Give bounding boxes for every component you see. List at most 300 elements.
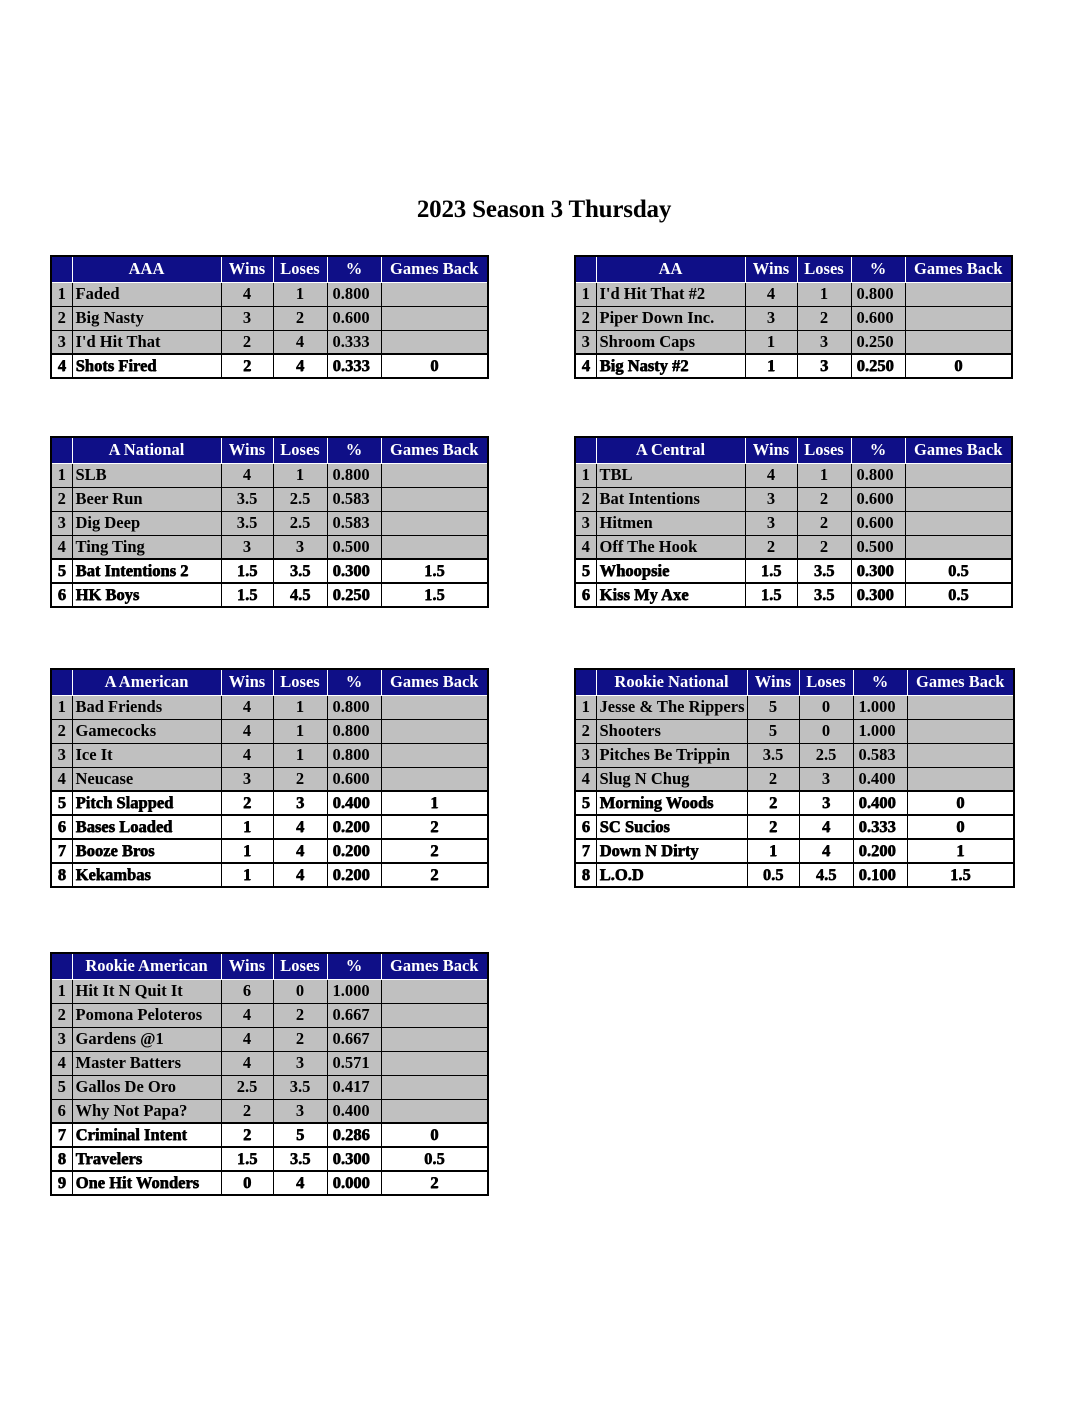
wins-cell: 3 xyxy=(221,535,273,559)
rank-cell: 1 xyxy=(575,463,596,487)
rank-header xyxy=(575,256,596,282)
table-row xyxy=(51,354,488,378)
team-name-cell: Pitches Be Trippin xyxy=(596,743,747,767)
table-row xyxy=(51,306,488,330)
loses-cell: 4.5 xyxy=(273,583,327,607)
games-back-cell xyxy=(381,1051,488,1075)
division-name-header: Rookie National xyxy=(596,669,747,695)
loses-cell: 2.5 xyxy=(273,511,327,535)
loses-cell: 0 xyxy=(799,695,853,719)
wins-header: Wins xyxy=(221,953,273,979)
wins-cell: 4 xyxy=(221,695,273,719)
table-row xyxy=(51,743,488,767)
table-row xyxy=(51,815,488,839)
rank-cell: 8 xyxy=(51,863,72,887)
pct-cell: 0.100 xyxy=(853,863,907,887)
pct-cell: 0.200 xyxy=(853,839,907,863)
games-back-cell xyxy=(381,1075,488,1099)
wins-header: Wins xyxy=(221,437,273,463)
wins-cell: 1 xyxy=(221,863,273,887)
table-row xyxy=(51,719,488,743)
table-row xyxy=(51,1051,488,1075)
team-name-cell: Shooters xyxy=(596,719,747,743)
loses-cell: 3 xyxy=(799,767,853,791)
pct-cell: 0.400 xyxy=(853,791,907,815)
pct-cell: 1.000 xyxy=(853,719,907,743)
loses-cell: 4 xyxy=(273,330,327,354)
rank-cell: 1 xyxy=(51,695,72,719)
games-back-cell xyxy=(905,282,1012,306)
table-row xyxy=(575,282,1012,306)
table-row xyxy=(51,1003,488,1027)
games-back-cell xyxy=(381,743,488,767)
games-back-cell xyxy=(381,487,488,511)
loses-cell: 2.5 xyxy=(273,487,327,511)
loses-cell: 4 xyxy=(273,839,327,863)
team-name-cell: Why Not Papa? xyxy=(72,1099,221,1123)
rank-cell: 9 xyxy=(51,1171,72,1195)
team-name-cell: Beer Run xyxy=(72,487,221,511)
games-back-cell: 1 xyxy=(381,791,488,815)
loses-header: Loses xyxy=(797,256,851,282)
rank-cell: 3 xyxy=(575,743,596,767)
wins-cell: 6 xyxy=(221,979,273,1003)
wins-cell: 3.5 xyxy=(221,487,273,511)
wins-cell: 1.5 xyxy=(745,583,797,607)
wins-cell: 1 xyxy=(747,839,799,863)
pct-cell: 0.667 xyxy=(327,1003,381,1027)
pct-cell: 0.500 xyxy=(851,535,905,559)
loses-cell: 3 xyxy=(273,791,327,815)
team-name-cell: SLB xyxy=(72,463,221,487)
loses-header: Loses xyxy=(273,953,327,979)
games-back-header: Games Back xyxy=(907,669,1014,695)
rank-header xyxy=(575,437,596,463)
games-back-cell xyxy=(381,719,488,743)
games-back-cell xyxy=(905,306,1012,330)
team-name-cell: I'd Hit That #2 xyxy=(596,282,745,306)
wins-cell: 4 xyxy=(745,282,797,306)
table-row xyxy=(575,306,1012,330)
division-name-header: AA xyxy=(596,256,745,282)
standings-table-aaa xyxy=(50,255,489,379)
pct-header: % xyxy=(327,953,381,979)
team-name-cell: Slug N Chug xyxy=(596,767,747,791)
games-back-cell xyxy=(381,282,488,306)
pct-cell: 0.571 xyxy=(327,1051,381,1075)
wins-header: Wins xyxy=(221,669,273,695)
pct-cell: 0.200 xyxy=(327,863,381,887)
games-back-cell xyxy=(905,330,1012,354)
table-row xyxy=(51,1147,488,1171)
rank-cell: 5 xyxy=(51,791,72,815)
team-name-cell: Hitmen xyxy=(596,511,745,535)
rank-cell: 6 xyxy=(575,815,596,839)
games-back-header: Games Back xyxy=(905,437,1012,463)
table-row xyxy=(575,583,1012,607)
standings-table-a-national xyxy=(50,436,489,608)
team-name-cell: Piper Down Inc. xyxy=(596,306,745,330)
games-back-cell xyxy=(905,535,1012,559)
games-back-cell xyxy=(381,979,488,1003)
table-row xyxy=(51,330,488,354)
rank-cell: 4 xyxy=(575,354,596,378)
wins-cell: 5 xyxy=(747,719,799,743)
rank-cell: 6 xyxy=(51,815,72,839)
team-name-cell: SC Sucios xyxy=(596,815,747,839)
team-name-cell: Faded xyxy=(72,282,221,306)
games-back-cell xyxy=(381,511,488,535)
games-back-cell xyxy=(381,463,488,487)
table-row xyxy=(575,559,1012,583)
table-row xyxy=(575,487,1012,511)
games-back-cell xyxy=(907,695,1014,719)
table-row xyxy=(51,511,488,535)
team-name-cell: Bad Friends xyxy=(72,695,221,719)
loses-cell: 4.5 xyxy=(799,863,853,887)
games-back-cell xyxy=(907,767,1014,791)
wins-cell: 2 xyxy=(221,791,273,815)
wins-cell: 3 xyxy=(221,767,273,791)
games-back-cell xyxy=(905,487,1012,511)
loses-cell: 1 xyxy=(273,743,327,767)
loses-cell: 4 xyxy=(273,863,327,887)
rank-cell: 7 xyxy=(51,839,72,863)
pct-cell: 0.333 xyxy=(327,354,381,378)
rank-cell: 3 xyxy=(51,511,72,535)
loses-cell: 2 xyxy=(797,487,851,511)
table-row xyxy=(575,511,1012,535)
loses-cell: 3 xyxy=(797,354,851,378)
loses-header: Loses xyxy=(273,669,327,695)
table-row xyxy=(51,1171,488,1195)
loses-cell: 3 xyxy=(273,1051,327,1075)
games-back-cell: 0 xyxy=(905,354,1012,378)
division-name-header: A American xyxy=(72,669,221,695)
games-back-cell xyxy=(381,1003,488,1027)
wins-cell: 1 xyxy=(221,839,273,863)
games-back-cell xyxy=(905,511,1012,535)
games-back-cell: 1.5 xyxy=(907,863,1014,887)
wins-cell: 4 xyxy=(221,282,273,306)
rank-header xyxy=(51,437,72,463)
loses-cell: 4 xyxy=(273,354,327,378)
rank-cell: 2 xyxy=(51,487,72,511)
rank-cell: 6 xyxy=(51,1099,72,1123)
games-back-cell: 1.5 xyxy=(381,559,488,583)
wins-header: Wins xyxy=(747,669,799,695)
games-back-cell xyxy=(381,1099,488,1123)
wins-header: Wins xyxy=(221,256,273,282)
team-name-cell: Gamecocks xyxy=(72,719,221,743)
games-back-header: Games Back xyxy=(381,953,488,979)
games-back-cell: 2 xyxy=(381,1171,488,1195)
pct-cell: 0.300 xyxy=(327,1147,381,1171)
wins-cell: 4 xyxy=(221,1027,273,1051)
table-header-row xyxy=(575,437,1012,463)
table-row xyxy=(51,583,488,607)
loses-cell: 3 xyxy=(797,330,851,354)
team-name-cell: Morning Woods xyxy=(596,791,747,815)
team-name-cell: Kekambas xyxy=(72,863,221,887)
rank-cell: 2 xyxy=(575,719,596,743)
division-name-header: A National xyxy=(72,437,221,463)
wins-cell: 3.5 xyxy=(221,511,273,535)
wins-cell: 3 xyxy=(745,487,797,511)
wins-header: Wins xyxy=(745,256,797,282)
wins-cell: 4 xyxy=(221,743,273,767)
games-back-cell: 0 xyxy=(907,815,1014,839)
pct-cell: 0.300 xyxy=(851,559,905,583)
wins-cell: 1.5 xyxy=(745,559,797,583)
pct-header: % xyxy=(327,669,381,695)
pct-cell: 0.400 xyxy=(327,1099,381,1123)
pct-cell: 0.583 xyxy=(853,743,907,767)
table-row xyxy=(51,839,488,863)
wins-cell: 1 xyxy=(221,815,273,839)
standings-table-rookie-american xyxy=(50,952,489,1196)
loses-cell: 3.5 xyxy=(273,559,327,583)
team-name-cell: Gallos De Oro xyxy=(72,1075,221,1099)
team-name-cell: Hit It N Quit It xyxy=(72,979,221,1003)
rank-cell: 5 xyxy=(51,1075,72,1099)
table-row xyxy=(51,863,488,887)
pct-cell: 0.000 xyxy=(327,1171,381,1195)
loses-cell: 2 xyxy=(797,535,851,559)
games-back-cell: 0 xyxy=(381,354,488,378)
rank-cell: 7 xyxy=(575,839,596,863)
rank-cell: 4 xyxy=(575,535,596,559)
wins-cell: 2 xyxy=(221,330,273,354)
rank-cell: 7 xyxy=(51,1123,72,1147)
rank-cell: 2 xyxy=(51,1003,72,1027)
wins-header: Wins xyxy=(745,437,797,463)
rank-cell: 2 xyxy=(575,306,596,330)
wins-cell: 4 xyxy=(221,719,273,743)
pct-cell: 0.300 xyxy=(851,583,905,607)
table-row xyxy=(51,1027,488,1051)
loses-cell: 1 xyxy=(273,282,327,306)
table-row xyxy=(51,463,488,487)
wins-cell: 1.5 xyxy=(221,583,273,607)
wins-cell: 2 xyxy=(747,767,799,791)
rank-cell: 3 xyxy=(51,743,72,767)
pct-cell: 0.600 xyxy=(851,511,905,535)
team-name-cell: Ting Ting xyxy=(72,535,221,559)
team-name-cell: Shroom Caps xyxy=(596,330,745,354)
team-name-cell: Master Batters xyxy=(72,1051,221,1075)
table-row xyxy=(51,695,488,719)
wins-cell: 3 xyxy=(745,306,797,330)
loses-cell: 2 xyxy=(273,306,327,330)
pct-cell: 0.600 xyxy=(327,306,381,330)
pct-header: % xyxy=(853,669,907,695)
pct-cell: 0.583 xyxy=(327,511,381,535)
games-back-cell xyxy=(381,1027,488,1051)
games-back-header: Games Back xyxy=(905,256,1012,282)
team-name-cell: Bat Intentions 2 xyxy=(72,559,221,583)
pct-cell: 0.600 xyxy=(327,767,381,791)
team-name-cell: Travelers xyxy=(72,1147,221,1171)
team-name-cell: Bases Loaded xyxy=(72,815,221,839)
table-header-row xyxy=(575,669,1014,695)
wins-cell: 3.5 xyxy=(747,743,799,767)
pct-cell: 1.000 xyxy=(327,979,381,1003)
games-back-cell xyxy=(905,463,1012,487)
rank-cell: 6 xyxy=(575,583,596,607)
team-name-cell: Pomona Peloteros xyxy=(72,1003,221,1027)
games-back-header: Games Back xyxy=(381,437,488,463)
pct-cell: 0.200 xyxy=(327,815,381,839)
table-header-row xyxy=(51,437,488,463)
loses-cell: 4 xyxy=(799,815,853,839)
rank-cell: 3 xyxy=(575,330,596,354)
rank-cell: 5 xyxy=(575,559,596,583)
pct-cell: 0.800 xyxy=(327,463,381,487)
pct-cell: 0.800 xyxy=(327,282,381,306)
games-back-cell: 0.5 xyxy=(905,583,1012,607)
rank-cell: 3 xyxy=(575,511,596,535)
loses-cell: 4 xyxy=(273,1171,327,1195)
pct-cell: 0.800 xyxy=(851,463,905,487)
table-row xyxy=(575,863,1014,887)
team-name-cell: Kiss My Axe xyxy=(596,583,745,607)
pct-cell: 0.200 xyxy=(327,839,381,863)
table-row xyxy=(575,695,1014,719)
pct-cell: 0.800 xyxy=(327,695,381,719)
rank-cell: 3 xyxy=(51,1027,72,1051)
table-header-row xyxy=(51,669,488,695)
loses-header: Loses xyxy=(273,437,327,463)
standings-table-a-american xyxy=(50,668,489,888)
loses-cell: 2 xyxy=(273,1003,327,1027)
loses-header: Loses xyxy=(797,437,851,463)
team-name-cell: L.O.D xyxy=(596,863,747,887)
loses-cell: 1 xyxy=(273,463,327,487)
table-row xyxy=(51,282,488,306)
team-name-cell: Big Nasty xyxy=(72,306,221,330)
wins-cell: 1.5 xyxy=(221,559,273,583)
pct-cell: 0.667 xyxy=(327,1027,381,1051)
rank-header xyxy=(575,669,596,695)
table-header-row xyxy=(51,256,488,282)
games-back-cell: 2 xyxy=(381,815,488,839)
team-name-cell: Shots Fired xyxy=(72,354,221,378)
wins-cell: 2 xyxy=(221,1099,273,1123)
pct-cell: 0.800 xyxy=(851,282,905,306)
pct-cell: 0.600 xyxy=(851,487,905,511)
wins-cell: 2 xyxy=(747,815,799,839)
games-back-cell xyxy=(907,743,1014,767)
loses-cell: 3.5 xyxy=(273,1075,327,1099)
wins-cell: 4 xyxy=(745,463,797,487)
wins-cell: 1 xyxy=(745,354,797,378)
games-back-cell: 2 xyxy=(381,863,488,887)
rank-cell: 2 xyxy=(575,487,596,511)
table-row xyxy=(575,354,1012,378)
pct-cell: 0.500 xyxy=(327,535,381,559)
team-name-cell: Neucase xyxy=(72,767,221,791)
games-back-cell: 2 xyxy=(381,839,488,863)
table-row xyxy=(51,1123,488,1147)
team-name-cell: Off The Hook xyxy=(596,535,745,559)
wins-cell: 1 xyxy=(745,330,797,354)
rank-cell: 4 xyxy=(51,535,72,559)
loses-cell: 4 xyxy=(273,815,327,839)
team-name-cell: Bat Intentions xyxy=(596,487,745,511)
pct-cell: 0.400 xyxy=(853,767,907,791)
rank-cell: 1 xyxy=(575,282,596,306)
pct-cell: 0.417 xyxy=(327,1075,381,1099)
rank-cell: 1 xyxy=(51,463,72,487)
team-name-cell: I'd Hit That xyxy=(72,330,221,354)
pct-cell: 1.000 xyxy=(853,695,907,719)
rank-cell: 1 xyxy=(575,695,596,719)
table-row xyxy=(575,743,1014,767)
pct-cell: 0.600 xyxy=(851,306,905,330)
rank-cell: 5 xyxy=(575,791,596,815)
table-row xyxy=(51,767,488,791)
division-name-header: AAA xyxy=(72,256,221,282)
games-back-cell xyxy=(381,330,488,354)
standings-table-a-central xyxy=(574,436,1013,608)
pct-header: % xyxy=(851,437,905,463)
team-name-cell: Big Nasty #2 xyxy=(596,354,745,378)
loses-header: Loses xyxy=(799,669,853,695)
wins-cell: 2 xyxy=(221,354,273,378)
games-back-cell: 0.5 xyxy=(905,559,1012,583)
wins-cell: 4 xyxy=(221,1051,273,1075)
rank-cell: 4 xyxy=(51,354,72,378)
rank-cell: 4 xyxy=(575,767,596,791)
page-title: 2023 Season 3 Thursday xyxy=(416,196,672,223)
games-back-cell xyxy=(381,306,488,330)
loses-cell: 0 xyxy=(273,979,327,1003)
loses-header: Loses xyxy=(273,256,327,282)
loses-cell: 0 xyxy=(799,719,853,743)
wins-cell: 2 xyxy=(221,1123,273,1147)
loses-cell: 2 xyxy=(273,1027,327,1051)
pct-cell: 0.583 xyxy=(327,487,381,511)
rank-header xyxy=(51,256,72,282)
loses-cell: 1 xyxy=(273,695,327,719)
wins-cell: 0 xyxy=(221,1171,273,1195)
rank-cell: 4 xyxy=(51,1051,72,1075)
wins-cell: 1.5 xyxy=(221,1147,273,1171)
wins-cell: 0.5 xyxy=(747,863,799,887)
wins-cell: 2 xyxy=(745,535,797,559)
team-name-cell: TBL xyxy=(596,463,745,487)
games-back-cell: 0 xyxy=(381,1123,488,1147)
games-back-cell: 1.5 xyxy=(381,583,488,607)
games-back-cell: 1 xyxy=(907,839,1014,863)
rank-cell: 2 xyxy=(51,306,72,330)
team-name-cell: Gardens @1 xyxy=(72,1027,221,1051)
pct-cell: 0.250 xyxy=(851,354,905,378)
rank-cell: 6 xyxy=(51,583,72,607)
team-name-cell: Down N Dirty xyxy=(596,839,747,863)
team-name-cell: Dig Deep xyxy=(72,511,221,535)
rank-cell: 8 xyxy=(51,1147,72,1171)
wins-cell: 2 xyxy=(747,791,799,815)
loses-cell: 3 xyxy=(273,1099,327,1123)
loses-cell: 1 xyxy=(797,282,851,306)
rank-cell: 1 xyxy=(51,979,72,1003)
pct-cell: 0.400 xyxy=(327,791,381,815)
team-name-cell: Ice It xyxy=(72,743,221,767)
team-name-cell: HK Boys xyxy=(72,583,221,607)
pct-header: % xyxy=(851,256,905,282)
